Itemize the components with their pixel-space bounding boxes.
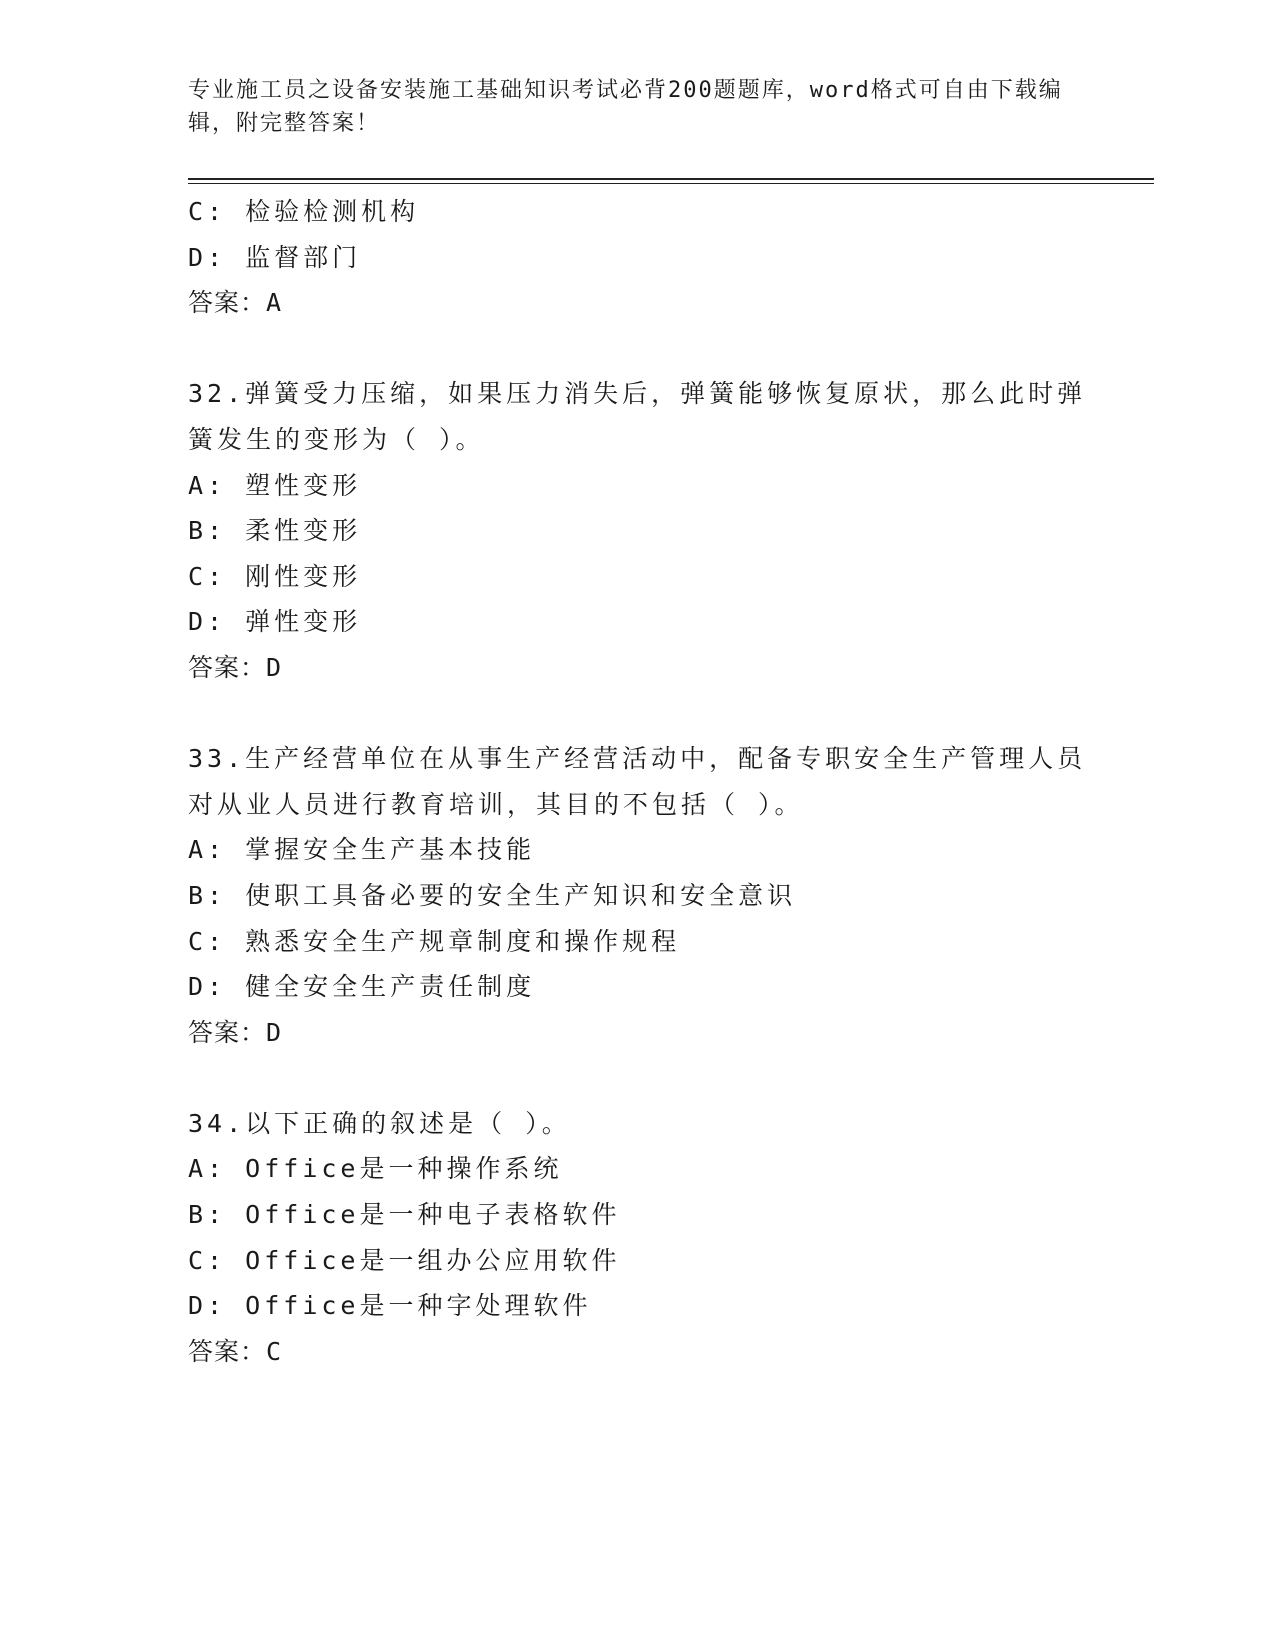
option-c [188,189,1088,235]
document-header [188,74,1068,140]
option-letter: B: [188,1200,227,1230]
option-letter: D: [188,607,227,637]
option-c [188,1238,1088,1284]
option-d [188,235,1088,281]
option-text: 熟悉安全生产规章制度和操作规程 [245,926,681,956]
header-title: 专业施工员之设备安装施工基础知识考试必背200题题库，word格式可自由下载编辑，附完整答案！ [188,78,1063,136]
question-34 [188,1101,1088,1375]
option-letter: C: [188,926,227,956]
option-d [188,1283,1088,1329]
question-31-tail [188,189,1088,326]
question-stem-line: 32.弹簧受力压缩，如果压力消失后，弹簧能够恢复原状，那么此时弹 [188,379,1087,409]
option-c [188,554,1088,600]
spacer [188,691,1088,737]
option-text: Office是一组办公应用软件 [245,1245,621,1275]
option-letter: C: [188,561,227,591]
option-text: 监督部门 [245,242,362,272]
option-letter: D: [188,1291,227,1321]
question-stem-line: 对从业人员进行教育培训，其目的不包括（ ）。 [188,789,804,819]
option-text: 使职工具备必要的安全生产知识和安全意识 [245,880,797,910]
option-text: 掌握安全生产基本技能 [245,835,536,865]
option-text: 健全安全生产责任制度 [245,972,536,1002]
question-33 [188,736,1088,1055]
header-rule-thin [188,183,1154,184]
answer-line: 答案：C [188,1336,283,1366]
question-stem-line: 簧发生的变形为（ ）。 [188,424,485,454]
option-letter: B: [188,880,227,910]
option-letter: C: [188,1245,227,1275]
option-letter: A: [188,835,227,865]
option-letter: D: [188,242,227,272]
option-b [188,508,1088,554]
option-letter: B: [188,516,227,546]
option-b [188,873,1088,919]
option-letter: A: [188,1154,227,1184]
option-b [188,1192,1088,1238]
spacer [188,1055,1088,1101]
option-d [188,599,1088,645]
question-stem-line: 33.生产经营单位在从事生产经营活动中，配备专职安全生产管理人员 [188,744,1087,774]
option-text: Office是一种电子表格软件 [245,1200,621,1230]
option-text: 刚性变形 [245,561,362,591]
question-stem-line: 34.以下正确的叙述是（ ）。 [188,1108,571,1138]
header-rule-thick [188,178,1154,180]
answer-line: 答案：D [188,1017,283,1047]
option-letter: A: [188,470,227,500]
option-text: Office是一种字处理软件 [245,1291,592,1321]
option-d [188,964,1088,1010]
option-text: 检验检测机构 [245,197,420,226]
option-a [188,1146,1088,1192]
spacer [188,326,1088,372]
option-c [188,919,1088,965]
option-a [188,463,1088,509]
option-text: 弹性变形 [245,607,362,637]
option-text: Office是一种操作系统 [245,1154,563,1184]
question-32 [188,371,1088,690]
option-letter: C: [188,197,227,226]
answer-line: 答案：A [188,288,283,318]
option-text: 柔性变形 [245,516,362,546]
option-letter: D: [188,972,227,1002]
answer-line: 答案：D [188,652,283,682]
option-a [188,827,1088,873]
question-list [188,189,1088,1374]
option-text: 塑性变形 [245,470,362,500]
